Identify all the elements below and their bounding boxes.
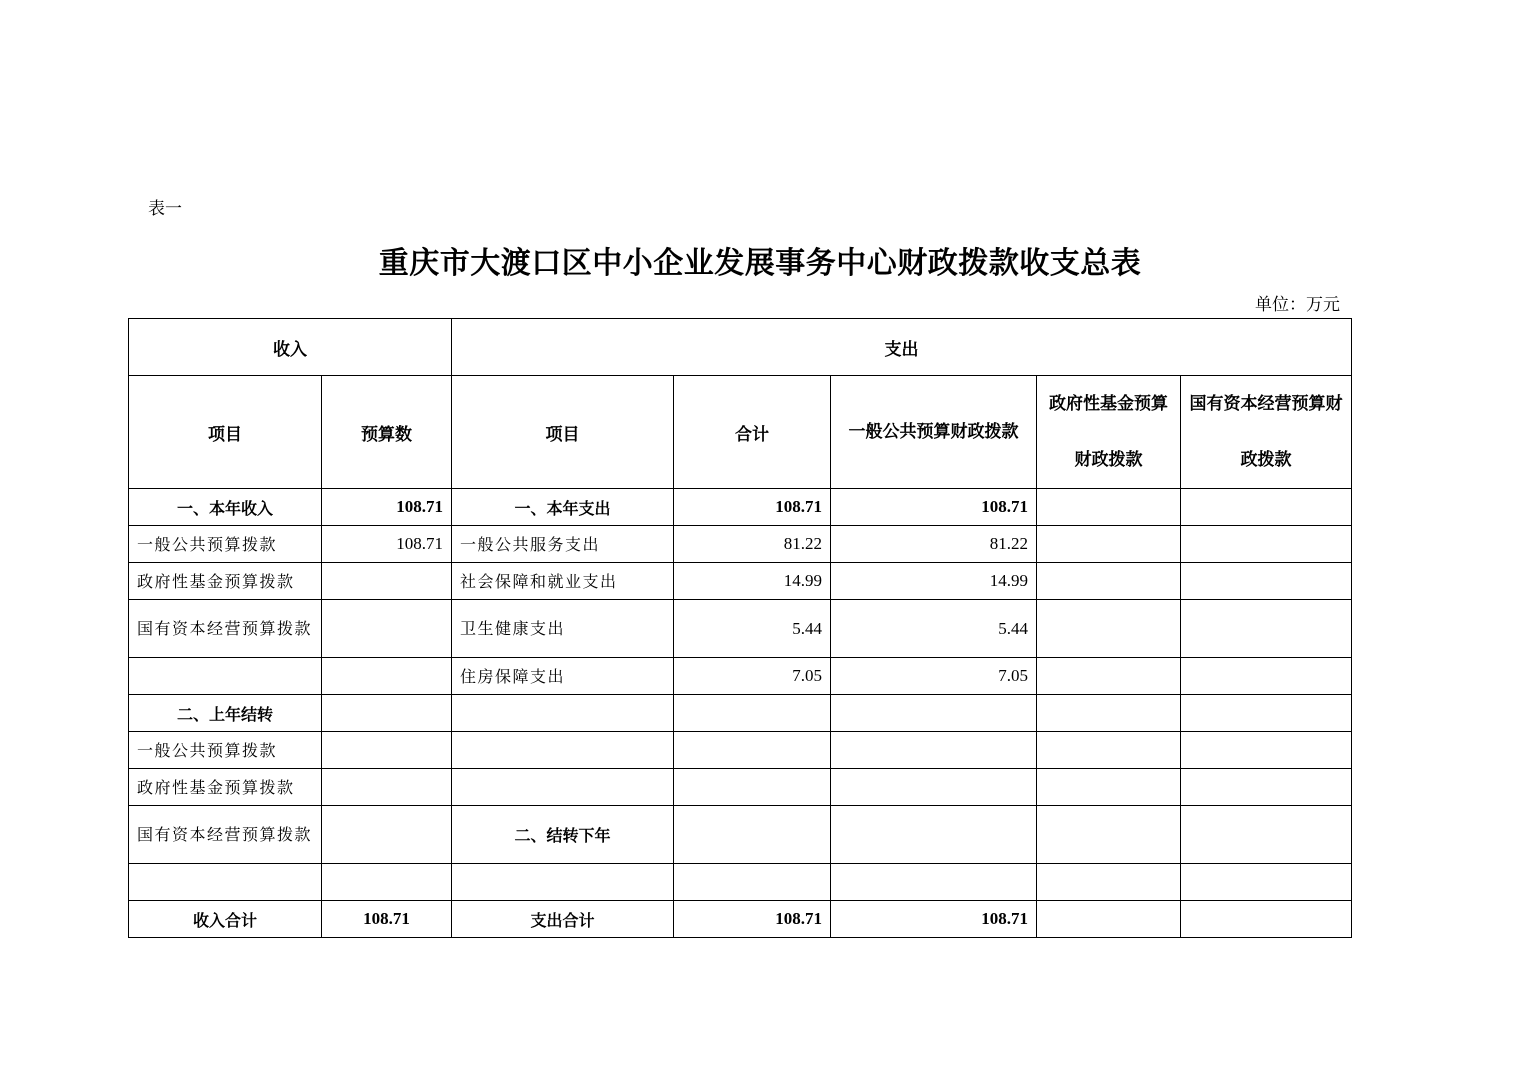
expense-header: 支出 (452, 319, 1352, 376)
general-budget-cell (831, 769, 1037, 806)
income-budget-cell: 108.71 (322, 489, 452, 526)
state-capital-cell (1181, 658, 1352, 695)
table-row (129, 600, 1352, 658)
table-row (129, 563, 1352, 600)
gov-fund-cell (1037, 600, 1181, 658)
table-row (129, 732, 1352, 769)
table-row (129, 806, 1352, 864)
gov-fund-cell (1037, 901, 1181, 938)
total-cell: 5.44 (674, 600, 831, 658)
income-budget-cell (322, 563, 452, 600)
total-header: 合计 (674, 376, 831, 489)
total-cell: 81.22 (674, 526, 831, 563)
page-title: 重庆市大渡口区中小企业发展事务中心财政拨款收支总表 (378, 246, 1142, 281)
income-item-cell: 一、本年收入 (129, 489, 322, 526)
income-item-cell (129, 658, 322, 695)
gov-fund-cell (1037, 732, 1181, 769)
expense-item-cell (452, 769, 674, 806)
total-cell (674, 732, 831, 769)
income-item-cell (129, 864, 322, 901)
state-capital-cell (1181, 489, 1352, 526)
totals-row (129, 901, 1352, 938)
gov-fund-cell (1037, 806, 1181, 864)
state-capital-cell (1181, 732, 1352, 769)
income-budget-cell (322, 769, 452, 806)
expense-item-cell: 社会保障和就业支出 (452, 563, 674, 600)
table-label: 表一 (148, 199, 182, 219)
table-row (129, 864, 1352, 901)
gov-fund-cell (1037, 526, 1181, 563)
gov-fund-cell (1037, 563, 1181, 600)
income-item-cell: 一般公共预算拨款 (129, 732, 322, 769)
income-item-cell: 政府性基金预算拨款 (129, 563, 322, 600)
income-budget-cell (322, 732, 452, 769)
income-budget-cell (322, 864, 452, 901)
total-cell: 108.71 (674, 901, 831, 938)
income-header: 收入 (129, 319, 452, 376)
gov-fund-cell (1037, 695, 1181, 732)
gov-fund-cell (1037, 864, 1181, 901)
income-item-cell: 国有资本经营预算拨款 (129, 600, 322, 658)
income-total-value: 108.71 (322, 901, 452, 938)
income-budget-cell (322, 658, 452, 695)
table-row (129, 658, 1352, 695)
state-capital-cell (1181, 864, 1352, 901)
header-row-columns (129, 376, 1352, 489)
total-cell (674, 864, 831, 901)
general-budget-cell: 14.99 (831, 563, 1037, 600)
table-row (129, 489, 1352, 526)
gov-fund-cell (1037, 658, 1181, 695)
general-budget-cell: 108.71 (831, 901, 1037, 938)
expense-item-cell: 一般公共服务支出 (452, 526, 674, 563)
income-item-cell: 政府性基金预算拨款 (129, 769, 322, 806)
gov-fund-cell (1037, 769, 1181, 806)
total-cell (674, 695, 831, 732)
income-total-label: 收入合计 (129, 901, 322, 938)
income-budget-cell (322, 695, 452, 732)
expense-total-label: 支出合计 (452, 901, 674, 938)
total-cell: 14.99 (674, 563, 831, 600)
table-row (129, 769, 1352, 806)
state-capital-cell (1181, 563, 1352, 600)
expense-item-cell (452, 695, 674, 732)
general-budget-cell (831, 732, 1037, 769)
gov-fund-cell (1037, 489, 1181, 526)
general-budget-cell (831, 806, 1037, 864)
unit-label: 单位：万元 (1255, 295, 1340, 315)
gov-fund-header: 政府性基金预算财政拨款 (1037, 376, 1181, 489)
total-cell (674, 806, 831, 864)
income-item-header: 项目 (129, 376, 322, 489)
general-budget-cell: 108.71 (831, 489, 1037, 526)
budget-summary-table (128, 318, 1352, 938)
income-budget-header: 预算数 (322, 376, 452, 489)
expense-item-cell: 一、本年支出 (452, 489, 674, 526)
general-budget-cell: 7.05 (831, 658, 1037, 695)
expense-item-cell: 卫生健康支出 (452, 600, 674, 658)
header-row-top (129, 319, 1352, 376)
total-cell (674, 769, 831, 806)
expense-item-cell: 住房保障支出 (452, 658, 674, 695)
table-row (129, 695, 1352, 732)
state-capital-header: 国有资本经营预算财政拨款 (1181, 376, 1352, 489)
general-budget-cell: 81.22 (831, 526, 1037, 563)
state-capital-cell (1181, 806, 1352, 864)
state-capital-cell (1181, 769, 1352, 806)
table-row (129, 526, 1352, 563)
income-budget-cell (322, 806, 452, 864)
income-item-cell: 二、上年结转 (129, 695, 322, 732)
expense-item-header: 项目 (452, 376, 674, 489)
general-budget-cell: 5.44 (831, 600, 1037, 658)
income-item-cell: 一般公共预算拨款 (129, 526, 322, 563)
general-budget-header: 一般公共预算财政拨款 (831, 376, 1037, 489)
general-budget-cell (831, 864, 1037, 901)
state-capital-cell (1181, 600, 1352, 658)
state-capital-cell (1181, 526, 1352, 563)
general-budget-cell (831, 695, 1037, 732)
state-capital-cell (1181, 695, 1352, 732)
income-budget-cell (322, 600, 452, 658)
total-cell: 108.71 (674, 489, 831, 526)
income-budget-cell: 108.71 (322, 526, 452, 563)
expense-item-cell (452, 732, 674, 769)
total-cell: 7.05 (674, 658, 831, 695)
expense-item-cell: 二、结转下年 (452, 806, 674, 864)
state-capital-cell (1181, 901, 1352, 938)
expense-item-cell (452, 864, 674, 901)
income-item-cell: 国有资本经营预算拨款 (129, 806, 322, 864)
